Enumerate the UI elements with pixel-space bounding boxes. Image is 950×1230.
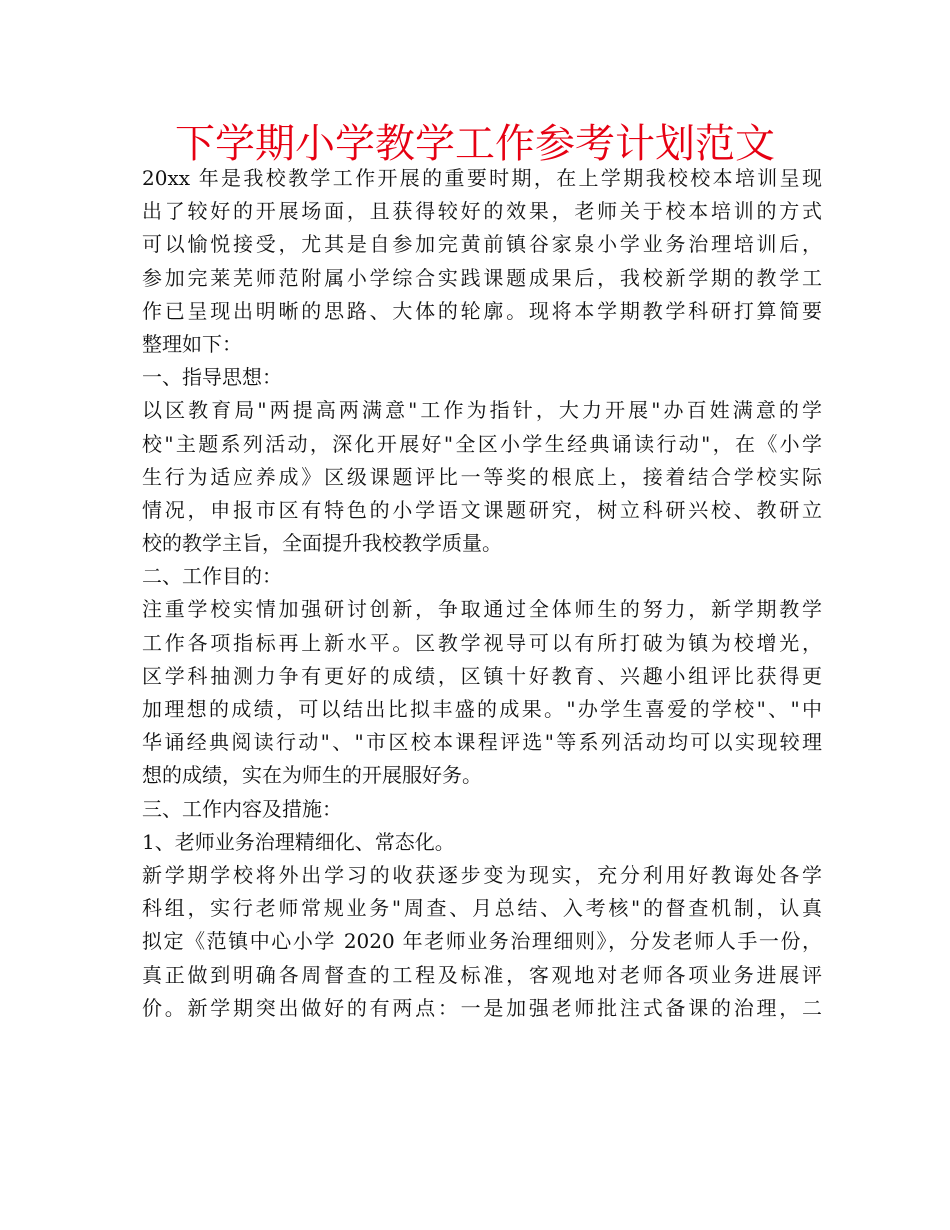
text-line: 注重学校实情加强研讨创新，争取通过全体师生的努力，新学期教学	[142, 597, 822, 622]
document-title: 下学期小学教学工作参考计划范文	[175, 121, 775, 167]
text-line: 作已呈现出明晰的思路、大体的轮廓。现将本学期教学科研打算简要	[142, 298, 822, 323]
text-line: 工作各项指标再上新水平。区教学视导可以有所打破为镇为校增光，	[142, 630, 822, 655]
text-line: 20xx 年是我校教学工作开展的重要时期，在上学期我校校本培训呈现	[142, 166, 822, 190]
text-line: 二、工作目的：	[142, 564, 282, 589]
text-line: 想的成绩，实在为师生的开展服好务。	[142, 763, 482, 788]
text-line: 三、工作内容及措施：	[142, 796, 342, 821]
text-line: 华诵经典阅读行动"、"市区校本课程评选"等系列活动均可以实现较理	[142, 730, 822, 755]
text-line: 参加完莱芜师范附属小学综合实践课题成果后，我校新学期的教学工	[142, 265, 822, 290]
text-line: 可以愉悦接受，尤其是自参加完黄前镇谷家泉小学业务治理培训后，	[142, 232, 822, 257]
text-line: 校的教学主旨，全面提升我校教学质量。	[142, 531, 502, 556]
text-line: 校"主题系列活动，深化开展好"全区小学生经典诵读行动"，在《小学	[142, 431, 822, 456]
text-line: 新学期学校将外出学习的收获逐步变为现实，充分利用好教诲处各学	[142, 862, 822, 887]
document-body	[142, 162, 822, 1025]
text-line: 1、老师业务治理精细化、常态化。	[142, 829, 455, 854]
text-line: 真正做到明确各周督查的工程及标准，客观地对老师各项业务进展评	[142, 962, 822, 987]
text-line: 整理如下：	[142, 331, 242, 356]
text-line: 价。新学期突出做好的有两点：一是加强老师批注式备课的治理，二	[142, 995, 822, 1020]
text-line: 情况，申报市区有特色的小学语文课题研究，树立科研兴校、教研立	[142, 497, 822, 522]
text-line: 出了较好的开展场面，且获得较好的效果，老师关于校本培训的方式	[142, 199, 822, 224]
text-line: 拟定《范镇中心小学 2020 年老师业务治理细则》，分发老师人手一份，	[142, 929, 822, 954]
text-line: 区学科抽测力争有更好的成绩，区镇十好教育、兴趣小组评比获得更	[142, 663, 822, 688]
text-line: 以区教育局"两提高两满意"工作为指针，大力开展"办百姓满意的学	[142, 398, 822, 423]
text-line: 科组，实行老师常规业务"周查、月总结、入考核"的督查机制，认真	[142, 896, 822, 921]
text-line: 生行为适应养成》区级课题评比一等奖的根底上，接着结合学校实际	[142, 464, 822, 489]
text-line: 加理想的成绩，可以结出比拟丰盛的成果。"办学生喜爱的学校"、"中	[142, 697, 822, 721]
text-line: 一、指导思想：	[142, 365, 282, 390]
